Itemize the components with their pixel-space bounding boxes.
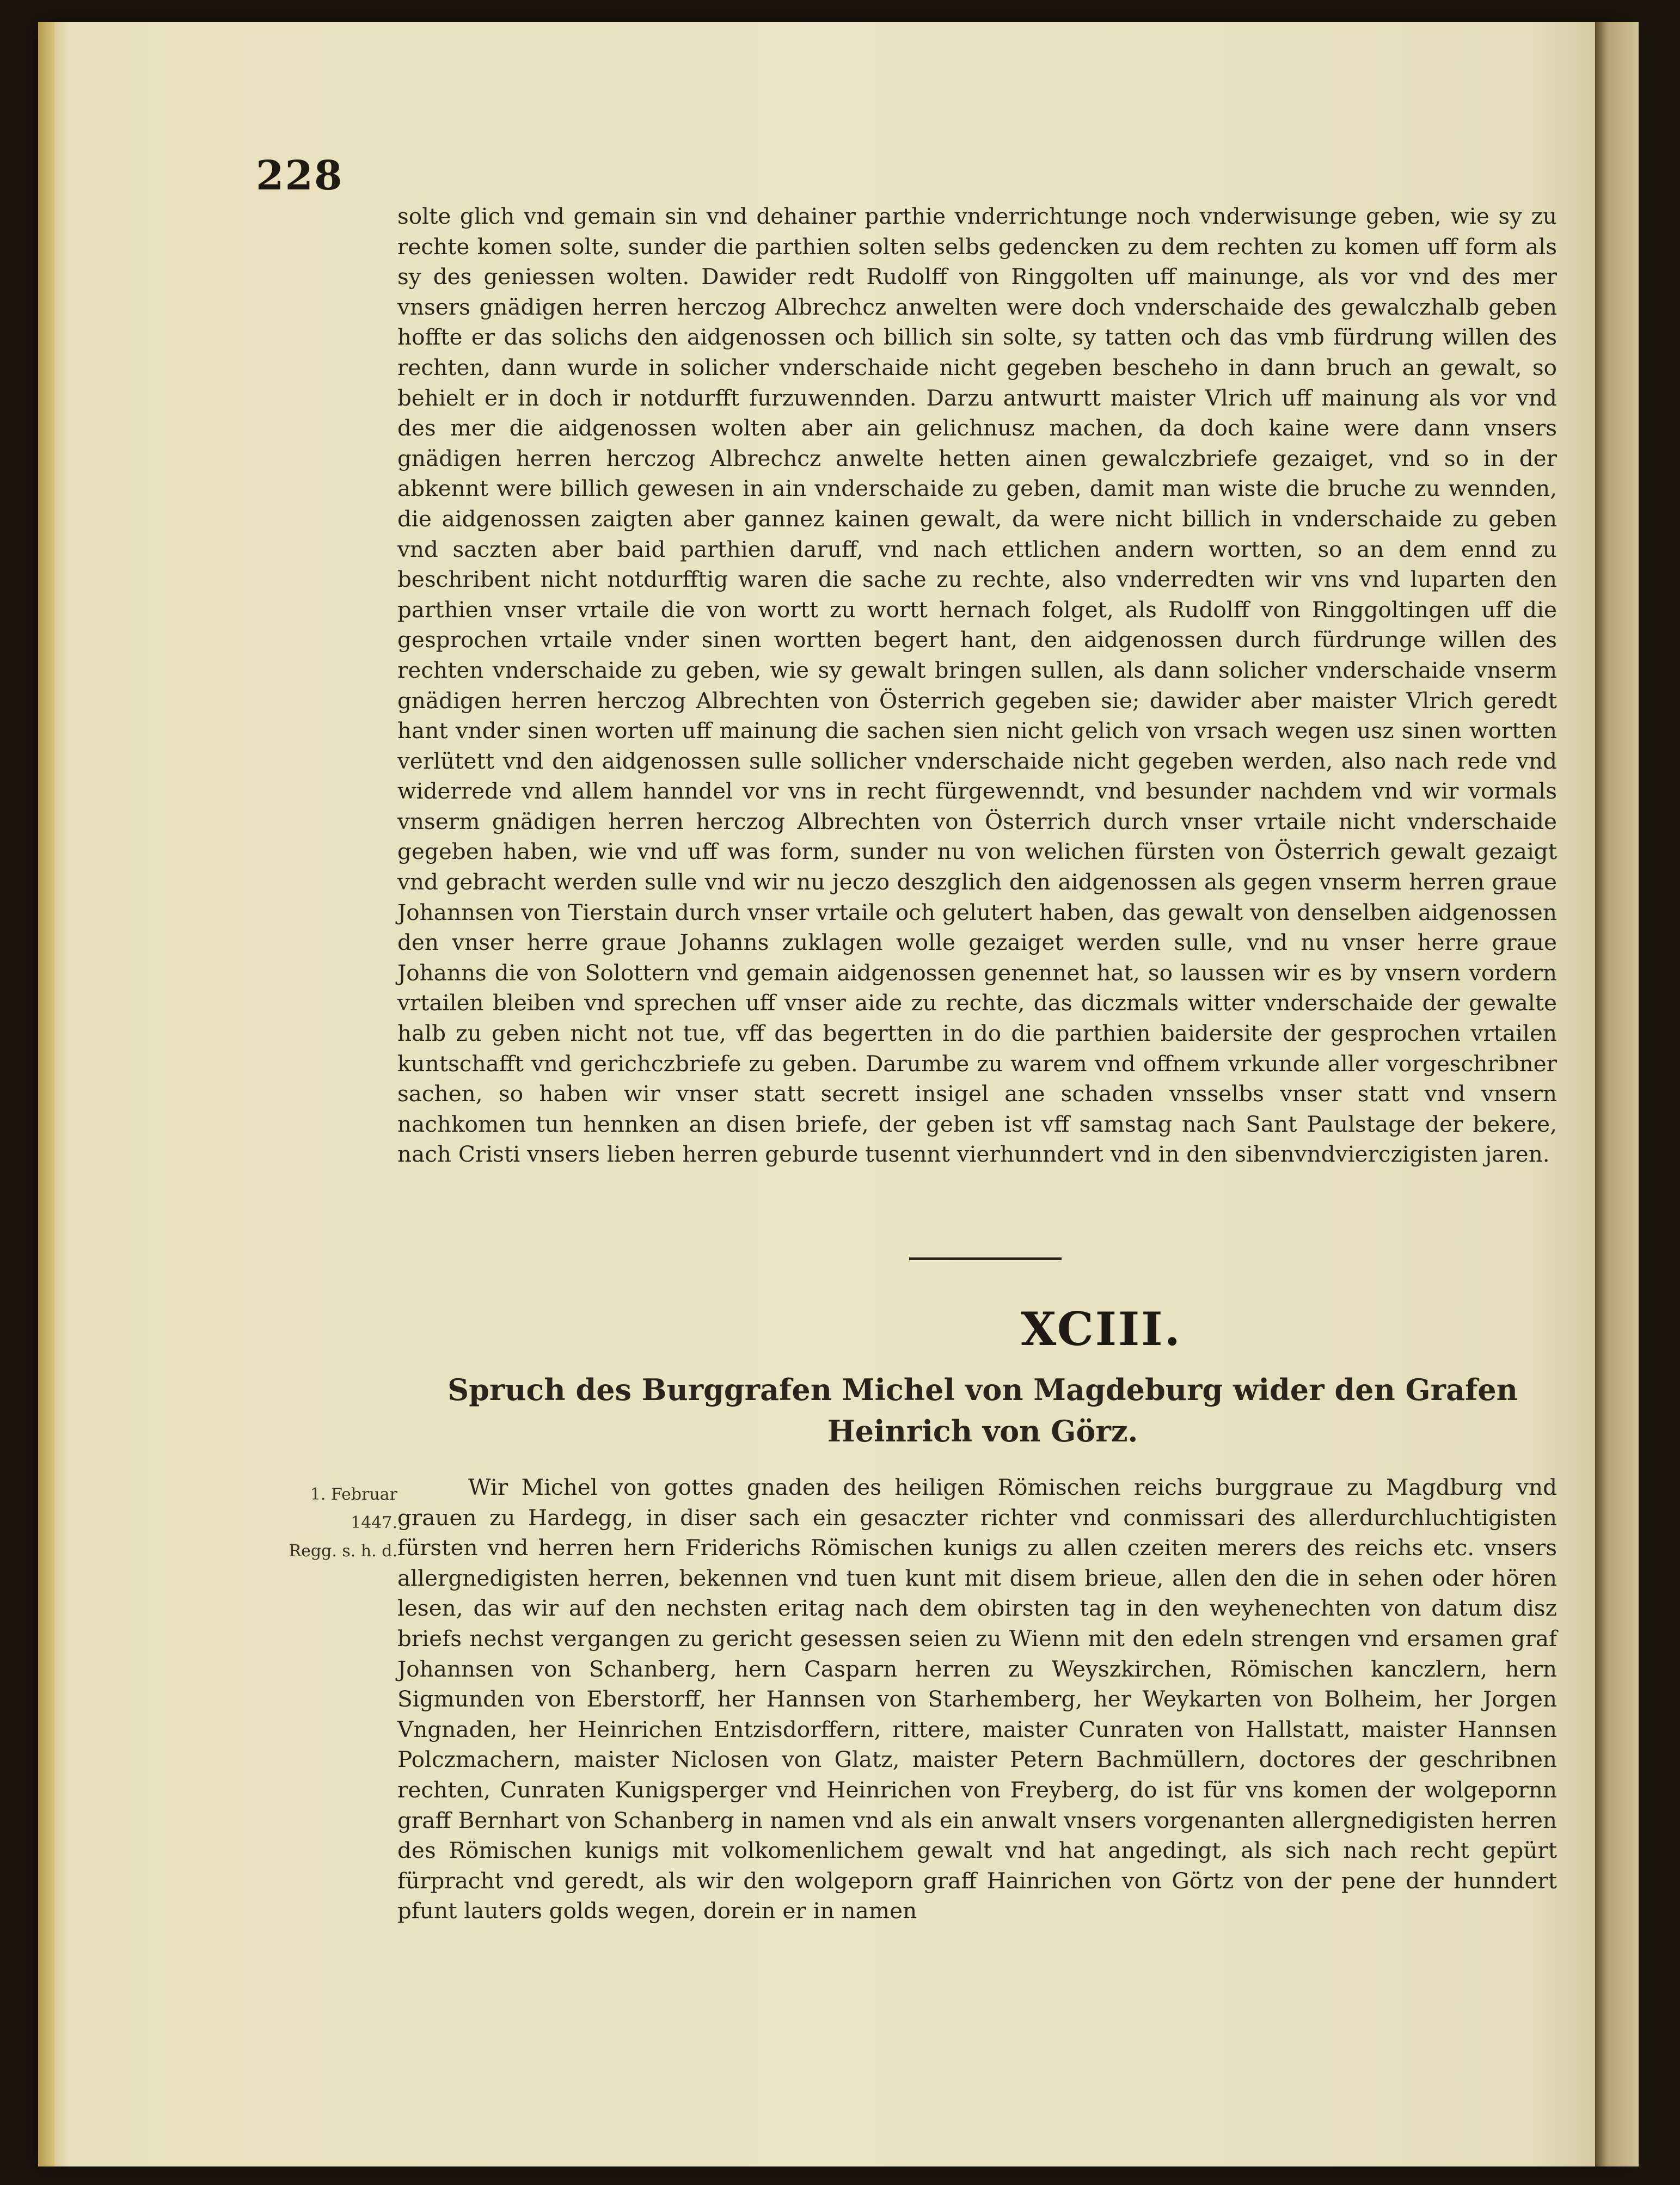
- section-divider: [909, 1257, 1062, 1260]
- marginal-year: 1447.: [351, 1513, 397, 1532]
- document-number: XCIII.: [1021, 1302, 1182, 1356]
- page-gilt-edge: [38, 22, 54, 2166]
- document-text: [397, 1472, 1557, 1926]
- paragraph: Wir Michel von gottes gnaden des heiligen Römischen reichs burggraue zu Magdburg vnd grauen zu Hardegg, in diser sach ein gesaczter richter vnd conmissari des allerdurchluchtigisten fürsten vnd herren hern Friderichs Römischen kunigs zu allen czeiten merers des reichs etc. vnsers allergnedigisten herren, bekennen vnd tuen kunt mit disem brieue, allen den die in sehen oder hören lesen, das wir auf den nechsten eritag nach dem obirsten tag in den weyhenechten von datum disz briefs nechst vergangen zu gericht gesessen seien zu Wienn mit den edeln strengen vnd ersamen graf Johannsen von Schanberg, hern Casparn herren zu Weyszkirchen, Römischen kanczlern, hern Sigmunden von Eberstorff, her Hannsen von Starhemberg, her Weykarten von Bolheim, her Jorgen Vngnaden, her Heinrichen Entzisdorffern, rittere, maister Cunraten von Hallstatt, maister Hannsen Polczmachern, maister Niclosen von Glatz, maister Petern Bachmüllern, doctores der geschribnen rechten, Cunraten Kunigsperger vnd Heinrichen von Freyberg, do ist für vns komen der wolgepornn graff Bernhart von Schanberg in namen vnd als ein anwalt vnsers vorgenanten allergnedigisten herren des Römischen kunigs mit volkomenlichem gewalt vnd hat angedingt, als sich nach recht gepürt fürpracht vnd geredt, als wir den wolgeporn graff Hainrichen von Görtz von der pene der hunndert pfunt lauters golds wegen, dorein er in namen: [397, 1474, 1557, 1924]
- document-heading: Spruch des Burggrafen Michel von Magdeburg wider den Grafen Heinrich von Görz.: [447, 1372, 1518, 1449]
- paragraph: solte glich vnd gemain sin vnd dehainer parthie vnderrichtunge noch vnderwisunge geben, wie sy zu rechte komen solte, sunder die parthien solten selbs gedencken zu dem rechten zu komen uff form als sy des geniessen wolten. Dawider redt Rudolff von Ringgolten uff mainunge, als vor vnd des mer vnsers gnädigen herren herczog Albrechcz anwelten were doch vnderschaide des gewalczhalb geben hoffte er das solichs den aidgenossen och billich sin solte, sy tatten och das vmb fürdrung willen des rechten, dann wurde in solicher vnderschaide nicht gegeben bescheho in dann bruch an gewalt, so behielt er in doch ir notdurfft furzuwennden. Darzu antwurtt maister Vlrich uff mainung als vor vnd des mer die aidgenossen wolten aber ain gelichnusz machen, da doch kaine were dann vnsers gnädigen herren herczog Albrechcz anwelte hetten ainen gewalczbriefe gezaiget, vnd so in der abkennt were billich gewesen in ain vnderschaide zu geben, damit man wiste die bruche zu wennden, die aidgenossen zaigten aber gannez kainen gewalt, da were nicht billich in vnderschaide zu geben vnd saczten aber baid parthien daruff, vnd nach ettlichen andern wortten, so an dem ennd zu beschribent nicht notdurfftig waren die sache zu rechte, also vnderredten wir vns vnd luparten den parthien vnser vrtaile die von wortt zu wortt hernach folget, als Rudolff von Ringgoltingen uff die gesprochen vrtaile vnder sinen wortten begert hant, den aidgenossen durch fürdrunge willen des rechten vnderschaide zu geben, wie sy gewalt bringen sullen, als dann solicher vnderschaide vnserm gnädigen herren herczog Albrechten von Österrich gegeben sie; dawider aber maister Vlrich geredt hant vnder sinen worten uff mainung die sachen sien nicht gelich von vrsach wegen usz sinen wortten verlütett vnd den aidgenossen sulle sollicher vnderschaide nicht gegeben werden, also nach rede vnd widerrede vnd allem hanndel vor vns in recht fürgewenndt, vnd besunder nachdem vnd wir vormals vnserm gnädigen herren herczog Albrechten von Österrich durch vnser vrtaile nicht vnderschaide gegeben haben, wie vnd uff was form, sunder nu von welichen fürsten von Österrich gewalt gezaigt vnd gebracht werden sulle vnd wir nu jeczo deszglich den aidgenossen als gegen vnserm herren graue Johannsen von Tierstain durch vnser vrtaile och gelutert haben, das gewalt von denselben aidgenossen den vnser herre graue Johanns zuklagen wolle gezaiget werden sulle, vnd nu vnser herre graue Johanns die von Solottern vnd gemain aidgenossen genennet hat, so laussen wir es by vnsern vordern vrtailen bleiben vnd sprechen uff vnser aide zu rechte, das diczmals witter vnderschaide der gewalte halb zu geben nicht not tue, vff das begertten in do die parthien baidersite der gesprochen vrtailen kuntschafft vnd gerichczbriefe zu geben. Darumbe zu warem vnd offnem vrkunde aller vorgeschribner sachen, so haben wir vnser statt secrett insigel ane schaden vnsselbs vnser statt vnd vnsern nachkomen tun hennken an disen briefe, der geben ist vff samstag nach Sant Paulstage der bekere, nach Cristi vnsers lieben herren geburde tusennt vierhunndert vnd in den sibenvndvierczigisten jaren.: [397, 203, 1557, 1168]
- marginal-reference: Regg. s. h. d.: [289, 1542, 397, 1561]
- marginal-note: [261, 1481, 397, 1566]
- marginal-date: 1. Februar: [310, 1485, 397, 1504]
- continued-document-text: [397, 201, 1557, 1170]
- facing-page-edge: [1595, 22, 1639, 2166]
- page-number: 228: [256, 152, 344, 199]
